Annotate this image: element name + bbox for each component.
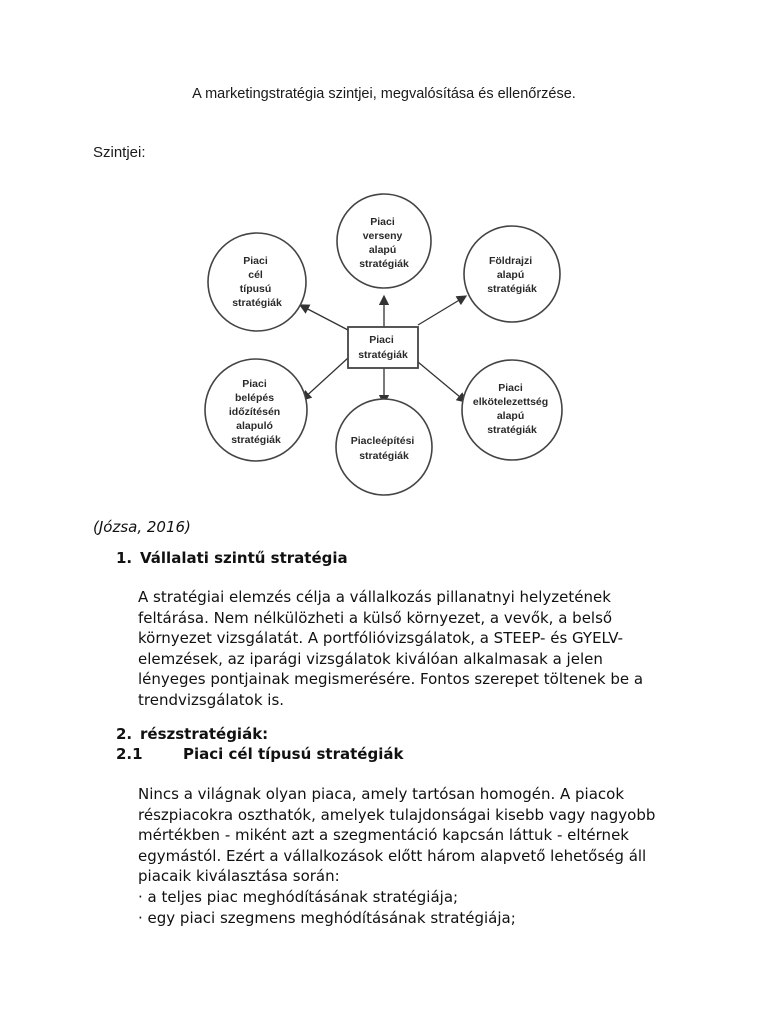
section1-line: környezet vizsgálatát. A portfólióvizsgálatok, a STEEP- és GYELV- xyxy=(138,629,624,648)
section2-1-line: piacaik kiválasztása során: xyxy=(138,867,340,886)
section1-line: lényeges pontjainak megismerésére. Fontos szerepet töltenek be a xyxy=(138,670,644,689)
section1-line: trendvizsgálatok is. xyxy=(138,690,285,709)
arrow-top-left xyxy=(300,305,348,330)
section1-line: A stratégiai elemzés célja a vállalkozás pillanatnyi helyzetének xyxy=(138,588,611,606)
section2-1-number: 2.1 xyxy=(116,745,143,763)
section2-number: 2. xyxy=(116,725,133,743)
section1-line: elemzések, az iparági vizsgálatok kiválóan alkalmasak a jelen xyxy=(138,649,603,668)
arrow-bottom-left xyxy=(302,358,348,400)
section2-1-paragraph xyxy=(138,784,698,928)
bullet-item: · egy piaci szegmens meghódításának stratégiája; xyxy=(138,908,516,927)
section2-title: részstratégiák: xyxy=(140,725,269,743)
section1-title: Vállalati szintű stratégia xyxy=(140,549,348,567)
node-top-left xyxy=(208,233,306,331)
center-line-1: Piaci xyxy=(369,334,394,346)
section2-1-title: Piaci cél típusú stratégiák xyxy=(183,745,404,763)
node-bottom xyxy=(336,399,432,495)
section1-number: 1. xyxy=(116,549,133,567)
section1-paragraph xyxy=(138,587,698,711)
center-line-2: stratégiák xyxy=(358,349,408,361)
node-bottom-label: Piacleépítési stratégiák xyxy=(350,435,415,462)
citation: (Józsa, 2016) xyxy=(93,518,191,536)
node-bottom-left-label: Piaci belépés időzítésén alapuló stratégiák xyxy=(228,378,281,446)
section2-1-heading xyxy=(116,745,403,763)
bullet-item: · a teljes piac meghódításának stratégiája; xyxy=(138,887,459,906)
page-title: A marketingstratégia szintjei, megvalósítása és ellenőrzése. xyxy=(192,86,576,102)
arrow-bottom-right xyxy=(418,362,466,402)
node-top-right-label: Földrajzi alapú stratégiák xyxy=(487,255,537,295)
section2-heading xyxy=(116,725,268,743)
node-top-left-label: Piaci cél típusú stratégiák xyxy=(232,255,282,309)
section2-1-line: mértékben - miként azt a szegmentáció kapcsán láttuk - eltérnek xyxy=(138,826,629,845)
section2-1-line: Nincs a világnak olyan piaca, amely tartósan homogén. A piacok xyxy=(138,785,625,803)
section2-1-line: egymástól. Ezért a vállalkozások előtt három alapvető lehetőség áll xyxy=(138,846,647,865)
section1-line: feltárása. Nem nélkülözheti a külső környezet, a vevők, a belső xyxy=(138,608,613,627)
node-top-label: Piaci verseny alapú stratégiák xyxy=(359,216,409,270)
arrow-top-right xyxy=(418,296,466,325)
section2-1-line: részpiacokra oszthatók, amelyek tulajdonságai kisebb vagy nagyobb xyxy=(138,805,656,824)
levels-label: Szintjei: xyxy=(93,144,146,161)
node-bottom-right-label: Piaci elkötelezettség alapú stratégiák xyxy=(472,382,549,436)
section1-heading xyxy=(116,549,348,567)
